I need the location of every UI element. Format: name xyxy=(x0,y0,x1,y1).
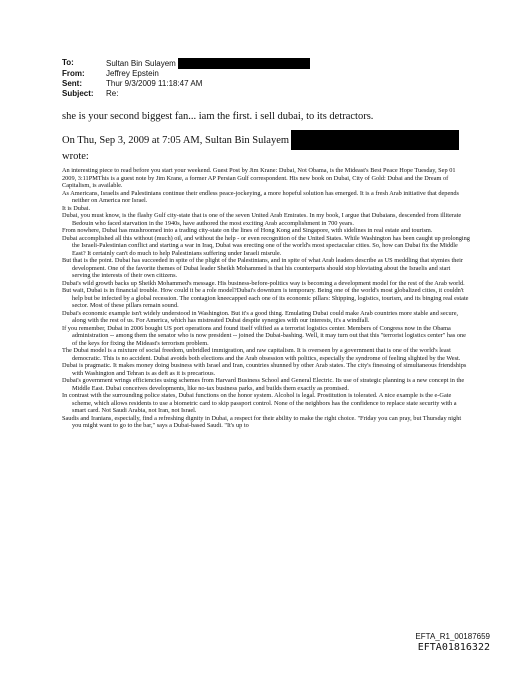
article-paragraph: Dubai's economic example isn't widely understood in Washington. But it's a good thing. Emulating Dubai could make Arab countries more stable and secure, along with the rest of us. For America, which has mistreated Dubai despite synergies with our interests, it's a windfall. xyxy=(62,309,459,324)
quote-intro xyxy=(62,130,459,163)
quoted-article xyxy=(62,167,470,430)
reply-text: she is your second biggest fan... iam the first. i sell dubai, to its detractors. xyxy=(62,111,374,122)
sent-row xyxy=(62,79,310,89)
article-paragraph: Dubai's government wrings efficiencies using schemes from Harvard Business School and General Electric. Its use of strategic planning is a new concept in the Middle East. Dubai conceives developments, like no-tax business parks, and builds them exactly as promised. xyxy=(62,377,465,392)
article-paragraph: Saudis and Iranians, especially, find a refreshing dignity in Dubai, a respect for their ability to make the right choice. "Friday you can pray, but Thursday night you might want to go to the bar," says a Dubai-based Saudi. "It's up to xyxy=(62,414,462,429)
article-paragraph: If you remember, Dubai in 2006 bought US port operations and found itself vilified as a terrorist logistics center. Members of Congress now in the Obama administration -- among them the senator who is now president -- joined the Dubai-bashing. Well, it may turn out that this "terrorist logistics center" has one of the keys for fixing the Mideast's terrorism problem. xyxy=(62,324,466,347)
bates-code-2: EFTA01816322 xyxy=(417,642,490,653)
article-paragraph: As Americans, Israelis and Palestinians continue their endless peace-jockeying, a more hopeful solution has emerged. It is a fresh Arab initiative that depends neither on America nor Israel. xyxy=(62,189,459,204)
sent-label: Sent: xyxy=(62,79,82,88)
article-paragraph: It is Dubai. xyxy=(62,204,91,212)
article-paragraph: From nowhere, Dubai has mushroomed into a trading city-state on the lines of Hong Kong and Singapore, with sidelines in real estate and tourism. xyxy=(62,227,433,234)
article-paragraph: Dubai accomplished all this without (much) oil, and without the help - or even recognition of the United States. While Washington has been caught up prolonging the Israeli-Palestinian conflict and starting a war in Iraq, Dubai was erecting one of the world's most spectacular cities. So, how can Dubai fix the Middle East? It certainly can't do much to help Palestinians suffering under Israeli misrule. xyxy=(62,234,470,257)
article-paragraph: But that is the point. Dubai has succeeded in spite of the plight of the Palestinians, and in spite of what Arab leaders describe as US meddling that stymies their development. One of the favorite themes of Dubai leader Sheikh Mohammed is that his counterparts should stop bloviating about the Israelis and start serving the interests of their own citizens. xyxy=(62,257,463,279)
to-row xyxy=(62,58,310,69)
article-paragraph: But wait, Dubai is in financial trouble. How could it be a role model?Dubai's downturn is temporary. Being one of the world's most globalized cities, it couldn't help but be infected by a global recession. The contagion kneecapped each one of its economic pillars: Shipping, logistics, tourism, and its binging real estate sector. Most of these pillars remain sound. xyxy=(62,287,469,309)
quote-intro-line2: wrote: xyxy=(62,151,89,162)
article-paragraph: The Dubai model is a mixture of social freedom, unbridled immigration, and raw capitalism. It is overseen by a government that is one of the world's least democratic. This is no accident. Dubai avoids both elections and the Arab obsession with politics, especially the syndrome of feeling slighted by the West. xyxy=(62,347,461,362)
to-value: Sultan Bin Sulayem xyxy=(106,58,176,68)
redaction-box xyxy=(291,130,459,150)
article-paragraph: In contrast with the surrounding police states, Dubai functions on the honor system. Alcohol is legal. Prostitution is tolerated. A nice example is the e-Gate scheme, which allows residents to use a biometric card to skip passport control. None of the neighbors has the confidence to replace state security with a smart card. Not Saudi Arabia, not Iran, not Israel. xyxy=(62,392,457,414)
subject-label: Subject: xyxy=(62,89,94,98)
subject-value: Re: xyxy=(106,89,119,98)
from-label: From: xyxy=(62,69,85,78)
from-value: Jeffrey Epstein xyxy=(106,69,159,78)
article-paragraph: Dubai's wild growth backs up Sheikh Mohammed's message. His business-before-politics way is becoming a development model for the rest of the Arab world. xyxy=(62,279,465,287)
document-footer xyxy=(415,632,490,653)
redaction-box xyxy=(178,58,310,69)
article-paragraph: An interesting piece to read before you start your weekend. Guest Post by Jim Krane: Dubai, Not Obama, is the Mideast's Best Peace Hope Tuesday, Sep 01 2009, 3:11PMThis is a guest note by Jim Krane, a former AP Persian Gulf correspondent. His new book on Dubai, City of Gold: Dubai and the Dream of Capitalism, is available. xyxy=(62,167,456,189)
to-label: To: xyxy=(62,58,74,67)
article-paragraph: Dubai is pragmatic. It makes money doing business with Israel and Iran, countries shunned by other Arab states. The city's finessing of simultaneous friendships with Washington and Tehran is as deft as it is precarious. xyxy=(62,362,467,377)
bates-code-1: EFTA_R1_00187659 xyxy=(415,632,490,641)
from-row xyxy=(62,69,310,79)
email-header xyxy=(62,58,310,99)
subject-row xyxy=(62,89,310,99)
sent-value: Thur 9/3/2009 11:18:47 AM xyxy=(106,79,203,88)
quote-intro-line1: On Thu, Sep 3, 2009 at 7:05 AM, Sultan Bin Sulayem xyxy=(62,134,290,146)
article-paragraph: Dubai, you must know, is the flashy Gulf city-state that is one of the seven United Arab Emirates. In my book, I argue that Dubaians, descended from illiterate Bedouin who faced starvation in the 1940s, have authored the most exciting Arab accomplishment in 700 years. xyxy=(62,212,462,227)
